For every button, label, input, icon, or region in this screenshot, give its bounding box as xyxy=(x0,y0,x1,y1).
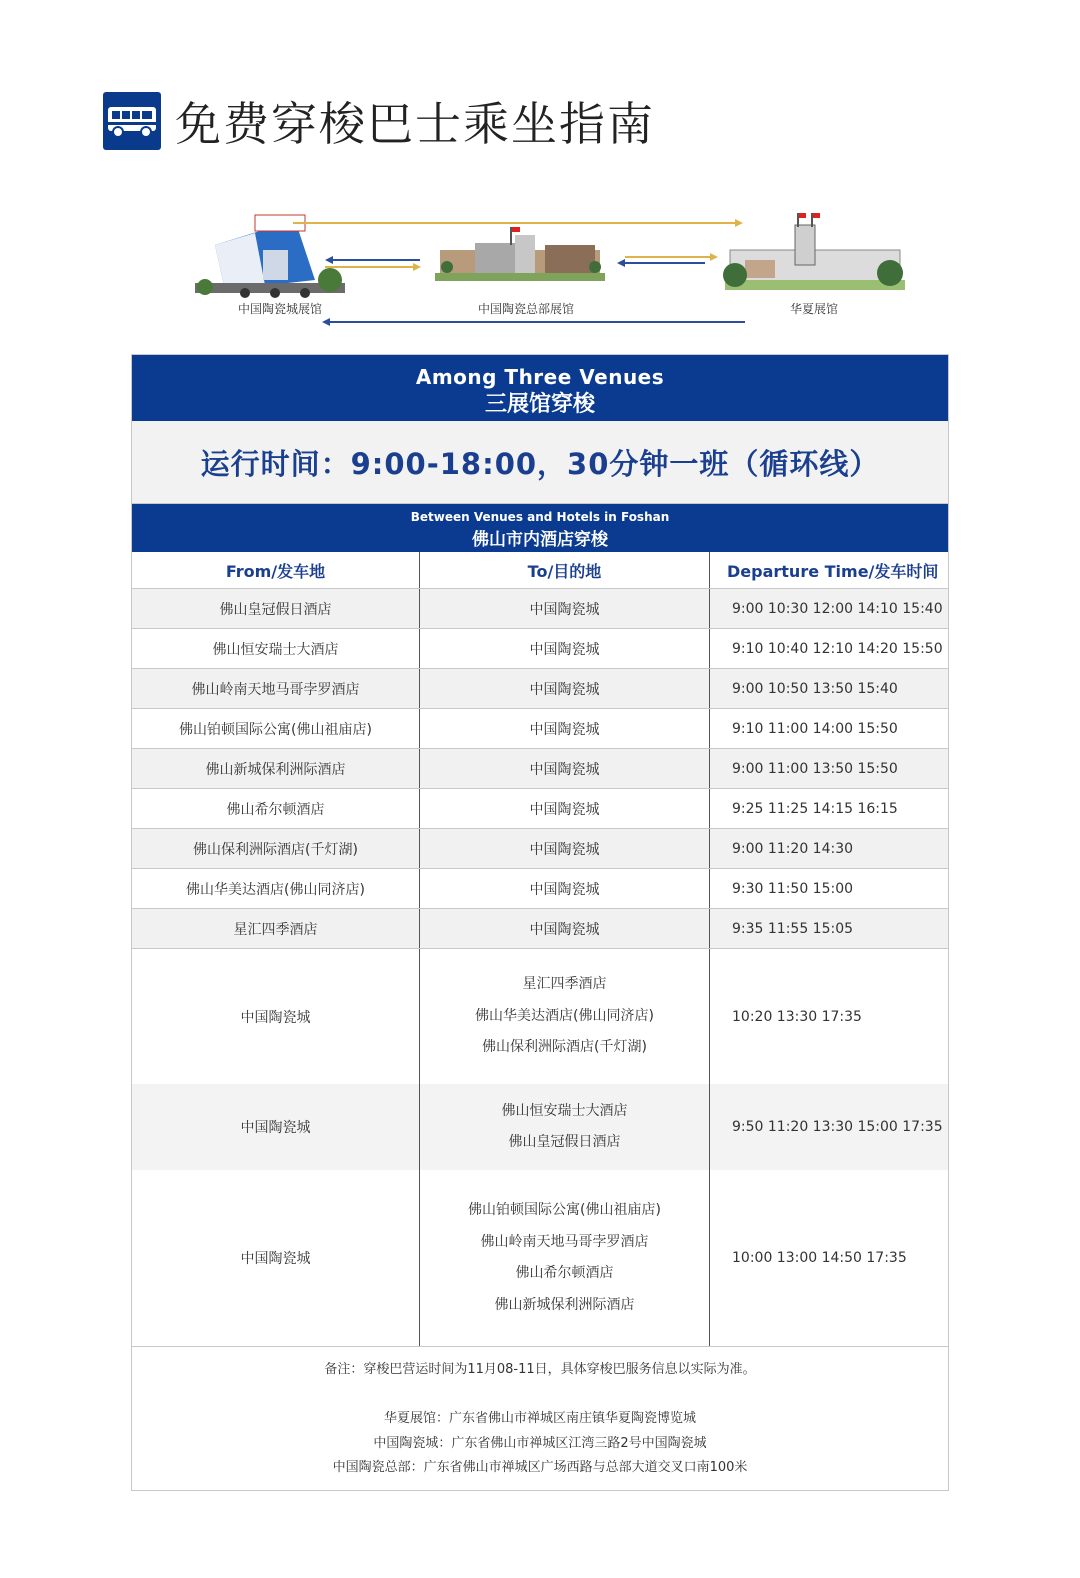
table-row xyxy=(132,669,948,709)
to-cell: 中国陶瓷城 xyxy=(420,789,710,829)
title-bar xyxy=(103,88,655,154)
column-header-from: From/发车地 xyxy=(132,552,420,589)
table-row xyxy=(132,749,948,789)
table-row-group xyxy=(132,1084,948,1170)
time-cell: 9:35 11:55 15:05 xyxy=(710,909,949,949)
from-cell: 佛山保利洲际酒店(千灯湖) xyxy=(132,829,420,869)
to-cell: 中国陶瓷城 xyxy=(420,869,710,909)
bus-icon xyxy=(103,92,161,150)
venue-illustration-ceramics-city xyxy=(195,215,345,298)
to-cell: 中国陶瓷城 xyxy=(420,629,710,669)
column-header-time: Departure Time/发车时间 xyxy=(710,552,949,589)
table-header-row xyxy=(132,552,948,589)
time-cell: 9:00 11:00 13:50 15:50 xyxy=(710,749,949,789)
page-title: 免费穿梭巴士乘坐指南 xyxy=(175,97,655,151)
from-cell: 中国陶瓷城 xyxy=(132,949,420,1085)
from-cell: 佛山希尔顿酒店 xyxy=(132,789,420,829)
destination-line: 佛山保利洲际酒店(千灯湖) xyxy=(482,1039,647,1056)
destination-line: 佛山新城保利洲际酒店 xyxy=(494,1296,635,1313)
section-title-zh: 三展馆穿梭 xyxy=(484,392,595,417)
time-cell: 10:00 13:00 14:50 17:35 xyxy=(710,1170,949,1347)
table-row-group xyxy=(132,949,948,1085)
time-cell: 9:10 10:40 12:10 14:20 15:50 xyxy=(710,629,949,669)
column-header-to: To/目的地 xyxy=(420,552,710,589)
table-row xyxy=(132,629,948,669)
from-cell: 中国陶瓷城 xyxy=(132,1084,420,1170)
operating-hours-text: 运行时间：9:00-18:00，30分钟一班（循环线） xyxy=(200,446,880,481)
to-cell: 中国陶瓷城 xyxy=(420,669,710,709)
to-cell: 中国陶瓷城 xyxy=(420,829,710,869)
address-line: 中国陶瓷城：广东省佛山市禅城区江湾三路2号中国陶瓷城 xyxy=(373,1436,707,1451)
from-cell: 佛山皇冠假日酒店 xyxy=(132,589,420,629)
venue-label-headquarters: 中国陶瓷总部展馆 xyxy=(478,302,575,316)
address-line: 华夏展馆：广东省佛山市禅城区南庄镇华夏陶瓷博览城 xyxy=(383,1411,696,1426)
from-cell: 佛山恒安瑞士大酒店 xyxy=(132,629,420,669)
table-row xyxy=(132,789,948,829)
to-cell-multi xyxy=(420,1084,710,1170)
table-row-group xyxy=(132,1170,948,1347)
table-row xyxy=(132,589,948,629)
table-row xyxy=(132,909,948,949)
destination-line: 星汇四季酒店 xyxy=(522,976,607,993)
from-cell: 佛山华美达酒店(佛山同济店) xyxy=(132,869,420,909)
to-cell: 中国陶瓷城 xyxy=(420,709,710,749)
from-cell: 佛山新城保利洲际酒店 xyxy=(132,749,420,789)
venue-label-ceramics-city: 中国陶瓷城展馆 xyxy=(238,302,323,316)
table-row xyxy=(132,709,948,749)
destination-line: 佛山铂顿国际公寓(佛山祖庙店) xyxy=(468,1202,661,1218)
from-cell: 中国陶瓷城 xyxy=(132,1170,420,1347)
to-cell-multi xyxy=(420,1170,710,1347)
to-cell-multi xyxy=(420,949,710,1085)
section-title-zh: 佛山市内酒店穿梭 xyxy=(472,530,608,550)
destination-line: 佛山希尔顿酒店 xyxy=(515,1265,614,1281)
from-cell: 佛山岭南天地马哥孛罗酒店 xyxy=(132,669,420,709)
time-cell: 10:20 13:30 17:35 xyxy=(710,949,949,1085)
section-title-en: Among Three Venues xyxy=(415,365,665,389)
venue-illustration-huaxia xyxy=(723,213,905,290)
section-title-en: Between Venues and Hotels in Foshan xyxy=(410,510,670,524)
section-header-three-venues xyxy=(132,355,948,421)
destination-line: 佛山华美达酒店(佛山同济店) xyxy=(475,1007,654,1024)
time-cell: 9:30 11:50 15:00 xyxy=(710,869,949,909)
table-row xyxy=(132,869,948,909)
venue-label-huaxia: 华夏展馆 xyxy=(790,302,839,316)
shuttle-schedule-card xyxy=(131,354,949,1491)
destination-line: 佛山岭南天地马哥孛罗酒店 xyxy=(480,1233,649,1250)
venue-illustration-headquarters xyxy=(435,227,605,281)
operating-hours xyxy=(132,421,948,504)
from-cell: 星汇四季酒店 xyxy=(132,909,420,949)
address-line: 中国陶瓷总部：广东省佛山市禅城区广场西路与总部大道交叉口南100米 xyxy=(332,1460,748,1475)
to-cell: 中国陶瓷城 xyxy=(420,749,710,789)
to-cell: 中国陶瓷城 xyxy=(420,589,710,629)
destination-line: 佛山皇冠假日酒店 xyxy=(508,1134,621,1150)
time-cell: 9:10 11:00 14:00 15:50 xyxy=(710,709,949,749)
time-cell: 9:00 10:50 13:50 15:40 xyxy=(710,669,949,709)
time-cell: 9:00 11:20 14:30 xyxy=(710,829,949,869)
from-cell: 佛山铂顿国际公寓(佛山祖庙店) xyxy=(132,709,420,749)
section-header-hotels xyxy=(132,504,948,552)
time-cell: 9:25 11:25 14:15 16:15 xyxy=(710,789,949,829)
to-cell: 中国陶瓷城 xyxy=(420,909,710,949)
schedule-table xyxy=(132,552,948,1347)
time-cell: 9:50 11:20 13:30 15:00 17:35 xyxy=(710,1084,949,1170)
time-cell: 9:00 10:30 12:00 14:10 15:40 xyxy=(710,589,949,629)
destination-line: 佛山恒安瑞士大酒店 xyxy=(501,1102,628,1119)
remark-text: 备注：穿梭巴营运时间为11月08-11日，具体穿梭巴服务信息以实际为准。 xyxy=(324,1362,756,1377)
table-row xyxy=(132,829,948,869)
